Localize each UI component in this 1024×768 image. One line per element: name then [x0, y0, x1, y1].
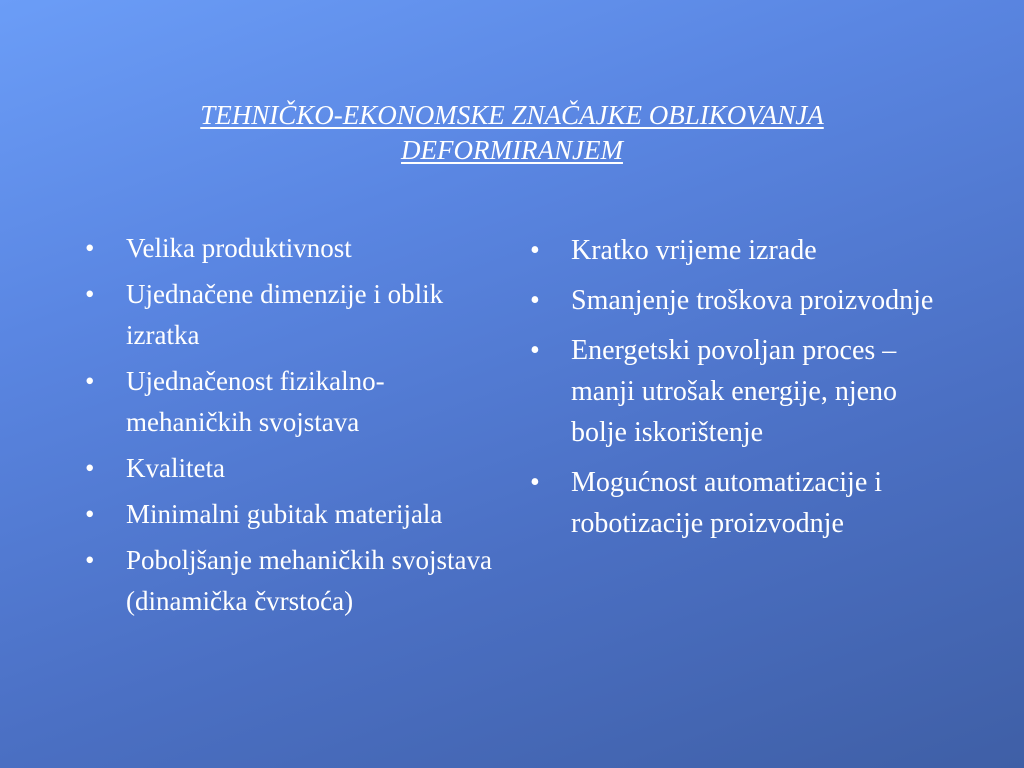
slide-title-line-2: DEFORMIRANJEM — [401, 135, 623, 165]
list-item-text: Smanjenje troškova proizvodnje — [571, 285, 934, 316]
list-item-text: Velika produktivnost — [126, 233, 352, 263]
bullet-icon: • — [85, 233, 95, 263]
list-item — [85, 361, 495, 443]
list-item — [85, 494, 495, 535]
list-item-text: Energetski povoljan proces – manji utrošak energije, njeno bolje iskorištenje — [571, 335, 898, 448]
bullet-icon: • — [85, 453, 95, 483]
list-item-text: Kratko vrijeme izrade — [571, 235, 817, 266]
bullet-icon: • — [85, 279, 95, 309]
slide-title-line-1: TEHNIČKO-EKONOMSKE ZNAČAJKE OBLIKOVANJA — [200, 100, 824, 130]
left-bullet-list — [85, 228, 495, 627]
bullet-icon: • — [85, 545, 95, 575]
list-item — [530, 330, 960, 453]
slide-title — [60, 98, 964, 168]
bullet-icon: • — [530, 285, 540, 316]
list-item-text: Ujednačene dimenzije i oblik izratka — [126, 279, 444, 350]
list-item — [530, 230, 960, 271]
bullet-icon: • — [85, 366, 95, 396]
list-item — [85, 448, 495, 489]
bullet-icon: • — [530, 467, 540, 498]
bullet-icon: • — [85, 499, 95, 529]
list-item-text: Ujednačenost fizikalno-mehaničkih svojstava — [126, 366, 385, 437]
list-item-text: Mogućnost automatizacije i robotizacije proizvodnje — [571, 467, 883, 539]
list-item-text: Kvaliteta — [126, 453, 225, 483]
list-item — [85, 274, 495, 356]
list-item — [85, 228, 495, 269]
list-item — [85, 540, 495, 622]
list-item — [530, 462, 960, 544]
list-item-text: Minimalni gubitak materijala — [126, 499, 443, 529]
right-bullet-list — [530, 230, 960, 553]
bullet-icon: • — [530, 235, 540, 266]
bullet-icon: • — [530, 335, 540, 366]
list-item-text: Poboljšanje mehaničkih svojstava (dinamička čvrstoća) — [126, 545, 492, 616]
list-item — [530, 280, 960, 321]
